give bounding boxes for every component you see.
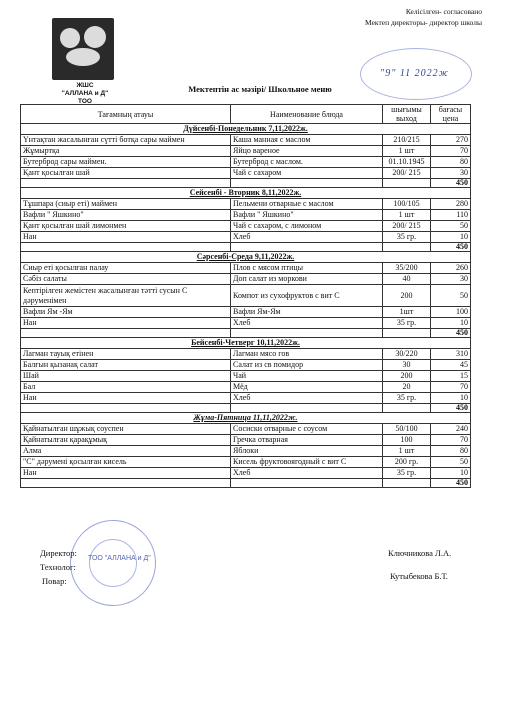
dish-ru: Яблоки (231, 446, 383, 457)
dish-price: 10 (431, 232, 471, 243)
dish-ru: Хлеб (231, 318, 383, 329)
dish-yield: 35 гр. (383, 318, 431, 329)
approval-line2: Мектеп директоры- директор школы (365, 18, 482, 27)
logo-caption: ЖШС "АЛЛАНА и Д" ТОО (61, 82, 109, 105)
empty-cell (231, 404, 383, 413)
empty-cell (231, 179, 383, 188)
table-row (21, 435, 471, 446)
dish-ru: Чай с сахаром (231, 168, 383, 179)
dish-yield: 200/ 215 (383, 221, 431, 232)
dish-kz: Вафли Ям -Ям (21, 307, 231, 318)
dish-kz: Бутерброд сары маймен. (21, 157, 231, 168)
dish-price: 270 (431, 135, 471, 146)
dish-yield: 200 (383, 285, 431, 307)
dish-price: 310 (431, 349, 471, 360)
dish-yield: 210/215 (383, 135, 431, 146)
day-title: Жұма-Пятница 11,11,2022ж. (21, 413, 471, 424)
table-row (21, 468, 471, 479)
director-label: Директор: (40, 548, 77, 558)
dish-price: 15 (431, 371, 471, 382)
dish-price: 110 (431, 210, 471, 221)
dish-ru: Хлеб (231, 393, 383, 404)
header-yield: шығымы выход (383, 105, 431, 124)
empty-cell (231, 479, 383, 488)
dish-ru: Вафли Ям-Ям (231, 307, 383, 318)
dish-ru: Хлеб (231, 232, 383, 243)
table-row (21, 232, 471, 243)
cook-label: Повар: (42, 576, 67, 586)
day-header-row (21, 413, 471, 424)
day-title: Сейсенбі - Вторник 8,11,2022ж. (21, 188, 471, 199)
header-ru: Наименование блюда (231, 105, 383, 124)
dish-kz: Сәбіз салаты (21, 274, 231, 285)
dish-kz: Қайнатылған қарақұмық (21, 435, 231, 446)
dish-ru: Компот из сухофруктов с вит С (231, 285, 383, 307)
approval-block (365, 6, 482, 28)
dish-yield: 01.10.1945 (383, 157, 431, 168)
dish-kz: Тұшпара (сиыр еті) маймен (21, 199, 231, 210)
signatory-name-2: Кутыбекова Б.Т. (390, 571, 448, 581)
total-row (21, 479, 471, 488)
table-row (21, 446, 471, 457)
table-row (21, 135, 471, 146)
dish-yield: 100 (383, 435, 431, 446)
dish-yield: 200/ 215 (383, 168, 431, 179)
dish-yield: 40 (383, 274, 431, 285)
company-logo (52, 18, 114, 80)
table-header-row (21, 105, 471, 124)
total-row (21, 179, 471, 188)
day-header-row (21, 188, 471, 199)
dish-yield: 1 шт (383, 146, 431, 157)
empty-cell (383, 404, 431, 413)
dish-price: 70 (431, 435, 471, 446)
table-row (21, 360, 471, 371)
dish-kz: Қант қосылған шай лимонмен (21, 221, 231, 232)
dish-price: 260 (431, 263, 471, 274)
dish-price: 50 (431, 221, 471, 232)
day-total: 450 (431, 404, 471, 413)
header-kz: Тағамның атауы (21, 105, 231, 124)
table-row (21, 424, 471, 435)
dish-ru: Бутерброд с маслом. (231, 157, 383, 168)
table-row (21, 199, 471, 210)
dish-ru: Чай (231, 371, 383, 382)
approval-date: "9" 11 2022ж (380, 68, 449, 79)
table-row (21, 221, 471, 232)
day-header-row (21, 338, 471, 349)
dish-yield: 35 гр. (383, 468, 431, 479)
dish-yield: 1 шт (383, 446, 431, 457)
technolog-label: Технолог: (40, 562, 76, 572)
total-row (21, 329, 471, 338)
day-total: 450 (431, 329, 471, 338)
empty-cell (21, 329, 231, 338)
dish-ru: Кисель фруктовоягодный с вит С (231, 457, 383, 468)
dish-yield: 1шт (383, 307, 431, 318)
empty-cell (21, 243, 231, 252)
table-row (21, 318, 471, 329)
total-row (21, 243, 471, 252)
dish-kz: Бал (21, 382, 231, 393)
day-title: Сәрсенбі-Среда 9,11,2022ж. (21, 252, 471, 263)
round-seal (70, 520, 156, 606)
dish-price: 100 (431, 307, 471, 318)
empty-cell (383, 479, 431, 488)
day-title: Бейсенбі-Четверг 10,11,2022ж. (21, 338, 471, 349)
empty-cell (21, 404, 231, 413)
dish-kz: Шай (21, 371, 231, 382)
dish-ru: Хлеб (231, 468, 383, 479)
menu-table (20, 104, 471, 488)
dish-price: 30 (431, 274, 471, 285)
dish-kz: Балғын қызанақ салат (21, 360, 231, 371)
dish-yield: 1 шт (383, 210, 431, 221)
day-title: Дүйсенбі-Понедельник 7,11,2022ж. (21, 124, 471, 135)
page-title: Мектептін ас мәзірі/ Школьное меню (188, 84, 332, 94)
total-row (21, 404, 471, 413)
header-price: бағасы цена (431, 105, 471, 124)
day-total: 450 (431, 243, 471, 252)
empty-cell (383, 243, 431, 252)
dish-ru: Салат из св помидор (231, 360, 383, 371)
dish-kz: Алма (21, 446, 231, 457)
dish-ru: Яйцо вареное (231, 146, 383, 157)
empty-cell (21, 479, 231, 488)
table-row (21, 168, 471, 179)
table-row (21, 157, 471, 168)
dish-ru: Каша манная с маслом (231, 135, 383, 146)
menu-body (21, 124, 471, 488)
dish-price: 10 (431, 393, 471, 404)
dish-price: 30 (431, 168, 471, 179)
dish-price: 10 (431, 468, 471, 479)
dish-price: 240 (431, 424, 471, 435)
empty-cell (231, 329, 383, 338)
table-row (21, 457, 471, 468)
dish-yield: 35 гр. (383, 232, 431, 243)
dish-ru: Сосиски отварные с соусом (231, 424, 383, 435)
dish-kz: Вафли " Яшкино" (21, 210, 231, 221)
dish-ru: Плов с мясом птицы (231, 263, 383, 274)
day-total: 450 (431, 179, 471, 188)
dish-yield: 50/100 (383, 424, 431, 435)
dish-ru: Гречка отварная (231, 435, 383, 446)
dish-ru: Пельмени отварные с маслом (231, 199, 383, 210)
dish-yield: 200 гр. (383, 457, 431, 468)
dish-kz: Сиыр еті қосылған палау (21, 263, 231, 274)
dish-price: 280 (431, 199, 471, 210)
dish-yield: 20 (383, 382, 431, 393)
table-row (21, 285, 471, 307)
dish-ru: Чай с сахаром, с лимоном (231, 221, 383, 232)
table-row (21, 382, 471, 393)
dish-yield: 30 (383, 360, 431, 371)
dish-yield: 100/105 (383, 199, 431, 210)
dish-kz: Қант қосылған шай (21, 168, 231, 179)
table-row (21, 210, 471, 221)
dish-kz: Нан (21, 468, 231, 479)
empty-cell (383, 179, 431, 188)
dish-kz: Нан (21, 232, 231, 243)
day-header-row (21, 252, 471, 263)
dish-price: 10 (431, 318, 471, 329)
dish-kz: Кептірілген жемістен жасалынған тәтті сусын С дәруменімен (21, 285, 231, 307)
dish-kz: Нан (21, 318, 231, 329)
dish-kz: Лагман тауық етінен (21, 349, 231, 360)
signatory-name-1: Ключникова Л.А. (388, 548, 452, 558)
table-row (21, 371, 471, 382)
empty-cell (231, 243, 383, 252)
dish-price: 45 (431, 360, 471, 371)
dish-kz: Нан (21, 393, 231, 404)
table-row (21, 349, 471, 360)
dish-yield: 35/200 (383, 263, 431, 274)
table-row (21, 307, 471, 318)
dish-price: 70 (431, 382, 471, 393)
dish-ru: Доп салат из моркови (231, 274, 383, 285)
table-row (21, 274, 471, 285)
day-total: 450 (431, 479, 471, 488)
table-row (21, 146, 471, 157)
table-row (21, 263, 471, 274)
dish-yield: 200 (383, 371, 431, 382)
dish-ru: Мёд (231, 382, 383, 393)
dish-yield: 30/220 (383, 349, 431, 360)
dish-price: 70 (431, 146, 471, 157)
dish-kz: Жұмыртқа (21, 146, 231, 157)
empty-cell (383, 329, 431, 338)
dish-price: 80 (431, 446, 471, 457)
dish-ru: Вафли " Яшкино" (231, 210, 383, 221)
dish-kz: "С" дәрумені қосылған кисель (21, 457, 231, 468)
dish-kz: Үнтақтан жасалынған сүтті ботқа сары маймен (21, 135, 231, 146)
dish-kz: Қайнатылған шұжық соуспен (21, 424, 231, 435)
dish-yield: 35 гр. (383, 393, 431, 404)
day-header-row (21, 124, 471, 135)
dish-price: 80 (431, 157, 471, 168)
table-row (21, 393, 471, 404)
dish-ru: Лагман мясо гов (231, 349, 383, 360)
empty-cell (21, 179, 231, 188)
dish-price: 50 (431, 285, 471, 307)
seal-text: ТОО "АЛЛАНА и Д" (88, 555, 151, 562)
approval-line1: Келісілген- согласовано (405, 7, 482, 16)
dish-price: 50 (431, 457, 471, 468)
